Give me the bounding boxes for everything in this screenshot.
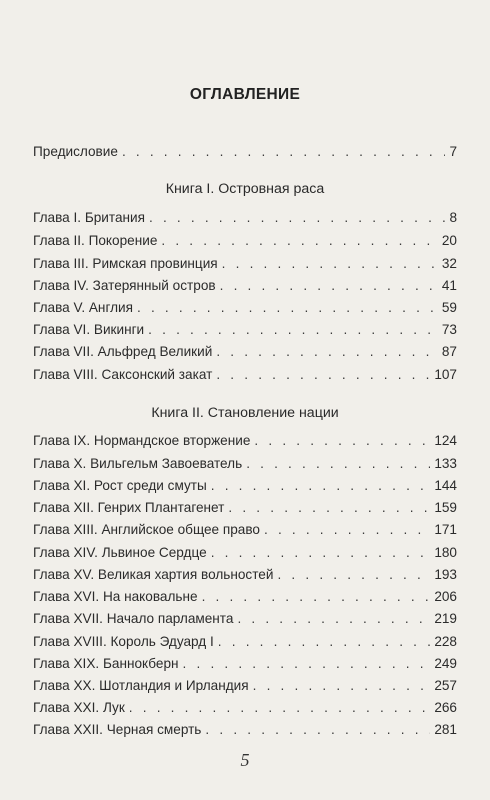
toc-entry-page: 266: [434, 700, 457, 715]
toc-entry-title: Глава V. Англия: [33, 300, 133, 315]
dot-leader: [264, 522, 430, 537]
toc-entry: [33, 256, 457, 276]
toc-entry: [33, 500, 457, 520]
dot-leader: [222, 256, 438, 271]
toc-entry-page: 8: [449, 210, 457, 225]
toc-entry: [33, 210, 457, 230]
toc-entry-page: 87: [441, 344, 457, 359]
dot-leader: [122, 144, 446, 159]
toc-entry: [33, 567, 457, 587]
book-title-2: Книга II. Становление нации: [151, 405, 339, 421]
toc-entry-title: Глава XII. Генрих Плантагенет: [33, 500, 225, 515]
toc-entry: [33, 233, 457, 253]
page-title: ОГЛАВЛЕНИЕ: [189, 86, 301, 103]
toc-entry-page: 20: [441, 233, 457, 248]
dot-leader: [137, 300, 438, 315]
toc-entry: [33, 611, 457, 631]
toc-entry: [33, 478, 457, 498]
toc-entry-page: 32: [441, 256, 457, 271]
toc-entry-title: Глава XVIII. Король Эдуард I: [33, 634, 214, 649]
dot-leader: [216, 367, 430, 382]
dot-leader: [246, 456, 430, 471]
toc-entry-title: Глава X. Вильгельм Завоеватель: [33, 456, 243, 471]
toc-entry: [33, 700, 457, 720]
toc-entry-title: Глава VII. Альфред Великий: [33, 344, 213, 359]
toc-entry: [33, 522, 457, 542]
toc-entry: [33, 456, 457, 476]
dot-leader: [277, 567, 430, 582]
toc-entry-title: Глава IV. Затерянный остров: [33, 278, 216, 293]
toc-entry-page: 41: [441, 278, 457, 293]
dot-leader: [161, 233, 438, 248]
toc-entry-page: 180: [434, 545, 457, 560]
toc-entry-title: Глава XV. Великая хартия вольностей: [33, 567, 274, 582]
toc-entry-page: 206: [434, 589, 457, 604]
toc-entry-page: 107: [434, 367, 457, 382]
dot-leader: [220, 278, 438, 293]
toc-entry-page: 228: [434, 634, 457, 649]
toc-entry-title: Глава I. Британия: [33, 210, 145, 225]
toc-entry-title: Глава III. Римская провинция: [33, 256, 218, 271]
toc-entry: [33, 344, 457, 364]
toc-entry-page: 7: [449, 144, 457, 159]
toc-entry-title: Глава II. Покорение: [33, 233, 158, 248]
dot-leader: [129, 700, 431, 715]
toc-entry: [33, 545, 457, 565]
toc-entry-page: 133: [434, 456, 457, 471]
toc-entry: [33, 634, 457, 654]
toc-entry-title: Глава XXI. Лук: [33, 700, 125, 715]
toc-entry-title: Глава XX. Шотландия и Ирландия: [33, 678, 249, 693]
toc-entry-title: Глава IX. Нормандское вторжение: [33, 433, 251, 448]
book-title-1: Книга I. Островная раса: [165, 181, 325, 197]
toc-entry-page: 193: [434, 567, 457, 582]
toc-entry-title: Глава XXII. Черная смерть: [33, 722, 202, 737]
toc-entry-title: Глава XVI. На наковальне: [33, 589, 198, 604]
toc-entry-title: Глава XVII. Начало парламента: [33, 611, 234, 626]
toc-entry-title: Глава XIX. Баннокберн: [33, 656, 179, 671]
toc-entry: [33, 722, 457, 742]
toc-entry-title: Глава XI. Рост среди смуты: [33, 478, 207, 493]
toc-entry: [33, 656, 457, 676]
toc-entry-title: Глава VI. Викинги: [33, 322, 145, 337]
dot-leader: [183, 656, 431, 671]
toc-entry-page: 59: [441, 300, 457, 315]
toc-entry: [33, 278, 457, 298]
toc-entry-preface: [33, 144, 457, 164]
dot-leader: [211, 545, 431, 560]
toc-entry: [33, 678, 457, 698]
dot-leader: [149, 210, 445, 225]
dot-leader: [218, 634, 431, 649]
dot-leader: [148, 322, 438, 337]
dot-leader: [254, 433, 430, 448]
dot-leader: [228, 500, 430, 515]
dot-leader: [205, 722, 430, 737]
dot-leader: [216, 344, 438, 359]
toc-entry-page: 257: [434, 678, 457, 693]
toc-entry-page: 159: [434, 500, 457, 515]
toc-entry: [33, 322, 457, 342]
toc-entry: [33, 367, 457, 387]
toc-entry-page: 124: [434, 433, 457, 448]
toc-entry: [33, 589, 457, 609]
toc-entry-page: 219: [434, 611, 457, 626]
toc-entry-page: 281: [434, 722, 457, 737]
toc-entry-title: Предисловие: [33, 144, 118, 159]
page-number: 5: [240, 750, 250, 770]
toc-entry-page: 249: [434, 656, 457, 671]
toc-entry: [33, 433, 457, 453]
dot-leader: [211, 478, 431, 493]
dot-leader: [253, 678, 431, 693]
toc-entry-page: 144: [434, 478, 457, 493]
toc-entry-title: Глава XIII. Английское общее право: [33, 522, 260, 537]
toc-entry-title: Глава VIII. Саксонский закат: [33, 367, 213, 382]
toc-entry-page: 73: [441, 322, 457, 337]
toc-entry-page: 171: [434, 522, 457, 537]
toc-entry: [33, 300, 457, 320]
dot-leader: [202, 589, 431, 604]
dot-leader: [237, 611, 430, 626]
toc-entry-title: Глава XIV. Львиное Сердце: [33, 545, 207, 560]
